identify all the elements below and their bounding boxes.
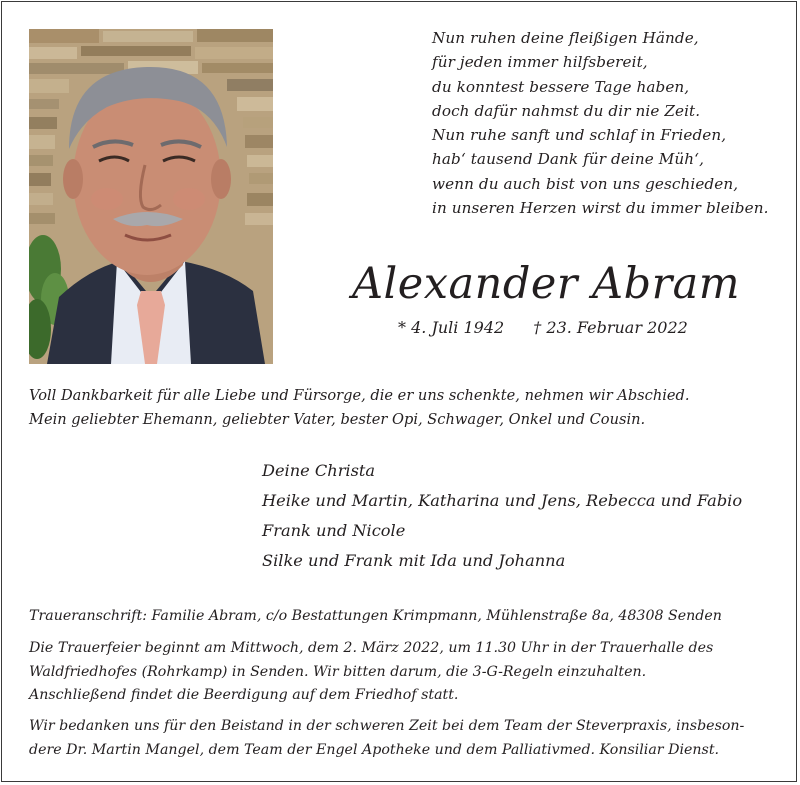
poem-line: Nun ruhe sanft und schlaf in Frieden, bbox=[432, 126, 727, 145]
life-dates bbox=[398, 318, 688, 338]
poem-line: Nun ruhen deine fleißigen Hände, bbox=[432, 29, 699, 47]
death-date: † 23. Februar 2022 bbox=[533, 318, 688, 337]
ceremony-line: Waldfriedhofes (Rohrkamp) in Senden. Wir bitten darum, die 3-G-Regeln einzuhalten. bbox=[29, 663, 647, 680]
thanks-line: dere Dr. Martin Mangel, dem Team der Engel Apotheke und dem Palliativmed. Konsiliar Dienst. bbox=[29, 742, 720, 758]
ceremony-line: Die Trauerfeier beginnt am Mittwoch, dem 2. März 2022, um 11.30 Uhr in der Trauerhalle des bbox=[29, 640, 714, 656]
intro-line: Voll Dankbarkeit für alle Liebe und Fürsorge, die er uns schenkte, nehmen wir Abschied. bbox=[29, 387, 690, 404]
portrait-photo bbox=[29, 29, 273, 364]
poem-line: du konntest bessere Tage haben, bbox=[432, 77, 690, 96]
mourning-address: Traueranschrift: Familie Abram, c/o Bestattungen Krimpmann, Mühlenstraße 8a, 48308 Senden bbox=[29, 608, 722, 624]
mourner-entry: Silke und Frank mit Ida und Johanna bbox=[262, 551, 566, 570]
mourner-entry: Heike und Martin, Katharina und Jens, Rebecca und Fabio bbox=[262, 491, 743, 510]
intro-line: Mein geliebter Ehemann, geliebter Vater, bester Opi, Schwager, Onkel und Cousin. bbox=[29, 411, 646, 429]
poem-line: für jeden immer hilfsbereit, bbox=[432, 53, 648, 72]
poem-line: hab‘ tausend Dank für deine Müh‘, bbox=[432, 150, 705, 169]
poem bbox=[432, 26, 782, 220]
poem-line: doch dafür nahmst du dir nie Zeit. bbox=[432, 101, 701, 120]
poem-line: wenn du auch bist von uns geschieden, bbox=[432, 174, 739, 193]
mourner-entry: Deine Christa bbox=[262, 461, 376, 480]
thanks-line: Wir bedanken uns für den Beistand in der schweren Zeit bei dem Team der Steverpraxis, insbeson- bbox=[29, 718, 745, 734]
thanks-text bbox=[29, 714, 771, 762]
intro-text bbox=[29, 384, 771, 433]
ceremony-line: Anschließend findet die Beerdigung auf dem Friedhof statt. bbox=[29, 687, 459, 703]
birth-date: * 4. Juli 1942 bbox=[398, 318, 505, 337]
portrait-illustration bbox=[29, 29, 273, 364]
ceremony-info bbox=[29, 637, 771, 708]
mourners-list bbox=[262, 456, 742, 576]
poem-line: in unseren Herzen wirst du immer bleiben. bbox=[432, 199, 769, 218]
deceased-name: Alexander Abram bbox=[352, 259, 741, 309]
mourner-entry: Frank und Nicole bbox=[262, 521, 406, 540]
